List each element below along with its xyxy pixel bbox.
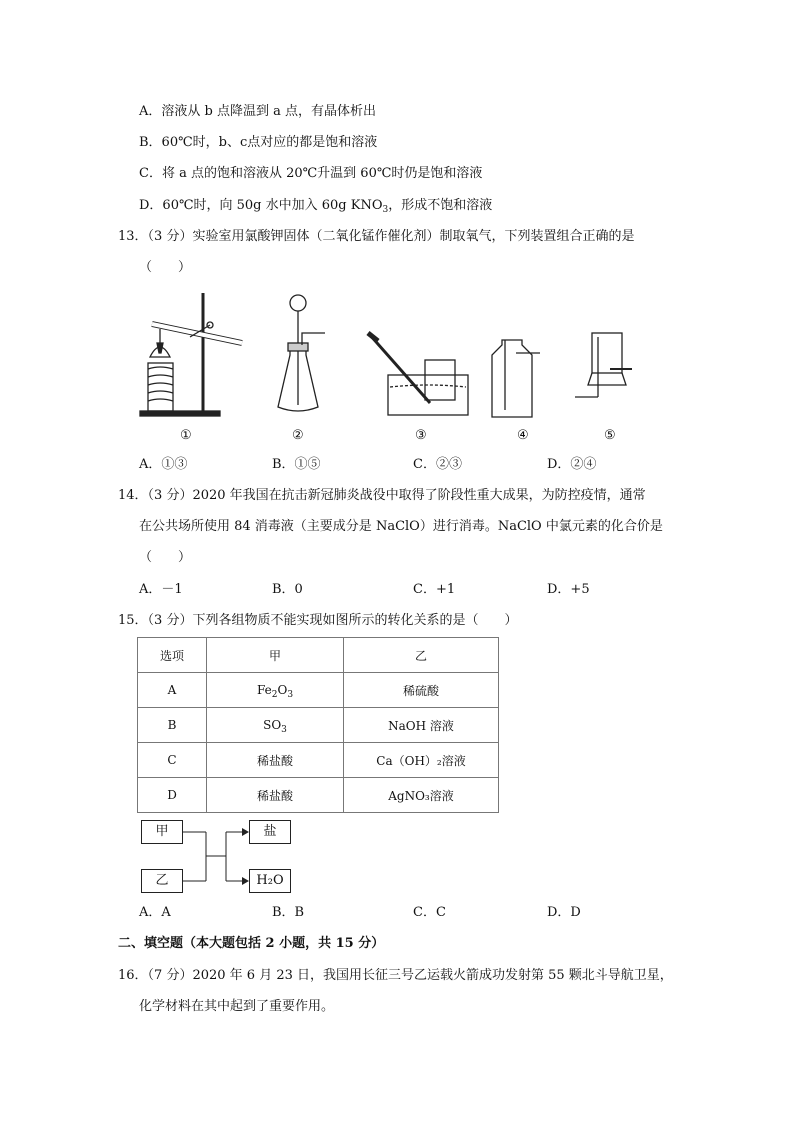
row-d-yi: AgNO₃溶液 (344, 778, 499, 813)
row-b-jia: $SO_3$ (207, 708, 344, 743)
q15-stem: 15．（3 分）下列各组物质不能实现如图所示的转化关系的是（ ） (118, 613, 518, 628)
apparatus-label-2: ② (292, 428, 304, 443)
q14-option-a: A．－1 (139, 582, 183, 597)
q13-option-d: D．②④ (547, 457, 597, 472)
header-yi: 乙 (344, 638, 499, 673)
table-row (138, 673, 499, 708)
table-header-row (138, 638, 499, 673)
row-c-option: C (138, 743, 207, 778)
row-a-jia: $Fe_2O_3$ (207, 673, 344, 708)
row-d-jia: 稀盐酸 (207, 778, 344, 813)
q16-line2: 化学材料在其中起到了重要作用。 (139, 999, 335, 1014)
apparatus-figure (130, 285, 650, 425)
q12-option-c: C．将 a 点的饱和溶液从 20℃升温到 60℃时仍是饱和溶液 (139, 166, 483, 181)
apparatus-label-5: ⑤ (604, 428, 616, 443)
table-row (138, 743, 499, 778)
q15-option-b: B．B (272, 905, 305, 920)
row-b-option: B (138, 708, 207, 743)
diagram-salt-box: 盐 (249, 820, 291, 844)
q15-option-c: C．C (413, 905, 446, 920)
q12-option-b: B．60℃时，b、c点对应的都是饱和溶液 (139, 135, 378, 150)
row-c-jia: 稀盐酸 (207, 743, 344, 778)
apparatus-label-4: ④ (517, 428, 529, 443)
q14-stem-line2: 在公共场所使用 84 消毒液（主要成分是 NaClO）进行消毒。NaClO 中氯元素的化合价是 (139, 519, 663, 534)
q13-option-c: C．②③ (413, 457, 462, 472)
q16-line1: 16．（7 分）2020 年 6 月 23 日，我国用长征三号乙运载火箭成功发射第 55 颗北斗导航卫星， (118, 968, 673, 983)
q13-stem: 13．（3 分）实验室用氯酸钾固体（二氧化锰作催化剂）制取氧气，下列装置组合正确的是 (118, 229, 635, 244)
apparatus-label-1: ① (180, 428, 192, 443)
q14-option-d: D．+5 (547, 582, 590, 597)
apparatus-5-inverted-bottle (575, 333, 632, 397)
table-row (138, 778, 499, 813)
q13-blank: （ ） (139, 260, 192, 275)
diagram-connectors (180, 820, 252, 895)
q14-stem-line1: 14．（3 分）2020 年我国在抗击新冠肺炎战役中取得了阶段性重大成果，为防控疫情，通常 (118, 488, 646, 503)
header-jia: 甲 (207, 638, 344, 673)
row-a-yi: 稀硫酸 (344, 673, 499, 708)
section-heading: 二、填空题（本大题包括 2 小题，共 15 分） (118, 936, 385, 951)
q12-option-a: A．溶液从 b 点降温到 a 点，有晶体析出 (139, 104, 376, 119)
q14-option-c: C．+1 (413, 582, 456, 597)
apparatus-3-water-trough (368, 333, 468, 415)
q15-option-a: A．A (139, 905, 171, 920)
q12-option-d: D．60℃时，向 50g 水中加入 60g $KNO_3$，形成不饱和溶液 (139, 198, 493, 215)
q15-table (137, 637, 499, 813)
q13-option-a: A．①③ (139, 457, 188, 472)
q14-blank: （ ） (139, 550, 192, 565)
diagram-yi-box: 乙 (141, 869, 183, 893)
q14-option-b: B．0 (272, 582, 303, 597)
apparatus-4-gas-bottle (492, 340, 540, 417)
q15-option-d: D．D (547, 905, 581, 920)
diagram-water-box: H₂O (249, 869, 291, 893)
header-option: 选项 (138, 638, 207, 673)
row-d-option: D (138, 778, 207, 813)
row-a-option: A (138, 673, 207, 708)
table-row (138, 708, 499, 743)
row-c-yi: Ca（OH）₂溶液 (344, 743, 499, 778)
apparatus-label-3: ③ (415, 428, 427, 443)
apparatus-2-conical-flask (278, 295, 325, 411)
row-b-yi: NaOH 溶液 (344, 708, 499, 743)
q13-option-b: B．①⑤ (272, 457, 321, 472)
apparatus-1-heating-stand (140, 293, 242, 416)
diagram-jia-box: 甲 (141, 820, 183, 844)
